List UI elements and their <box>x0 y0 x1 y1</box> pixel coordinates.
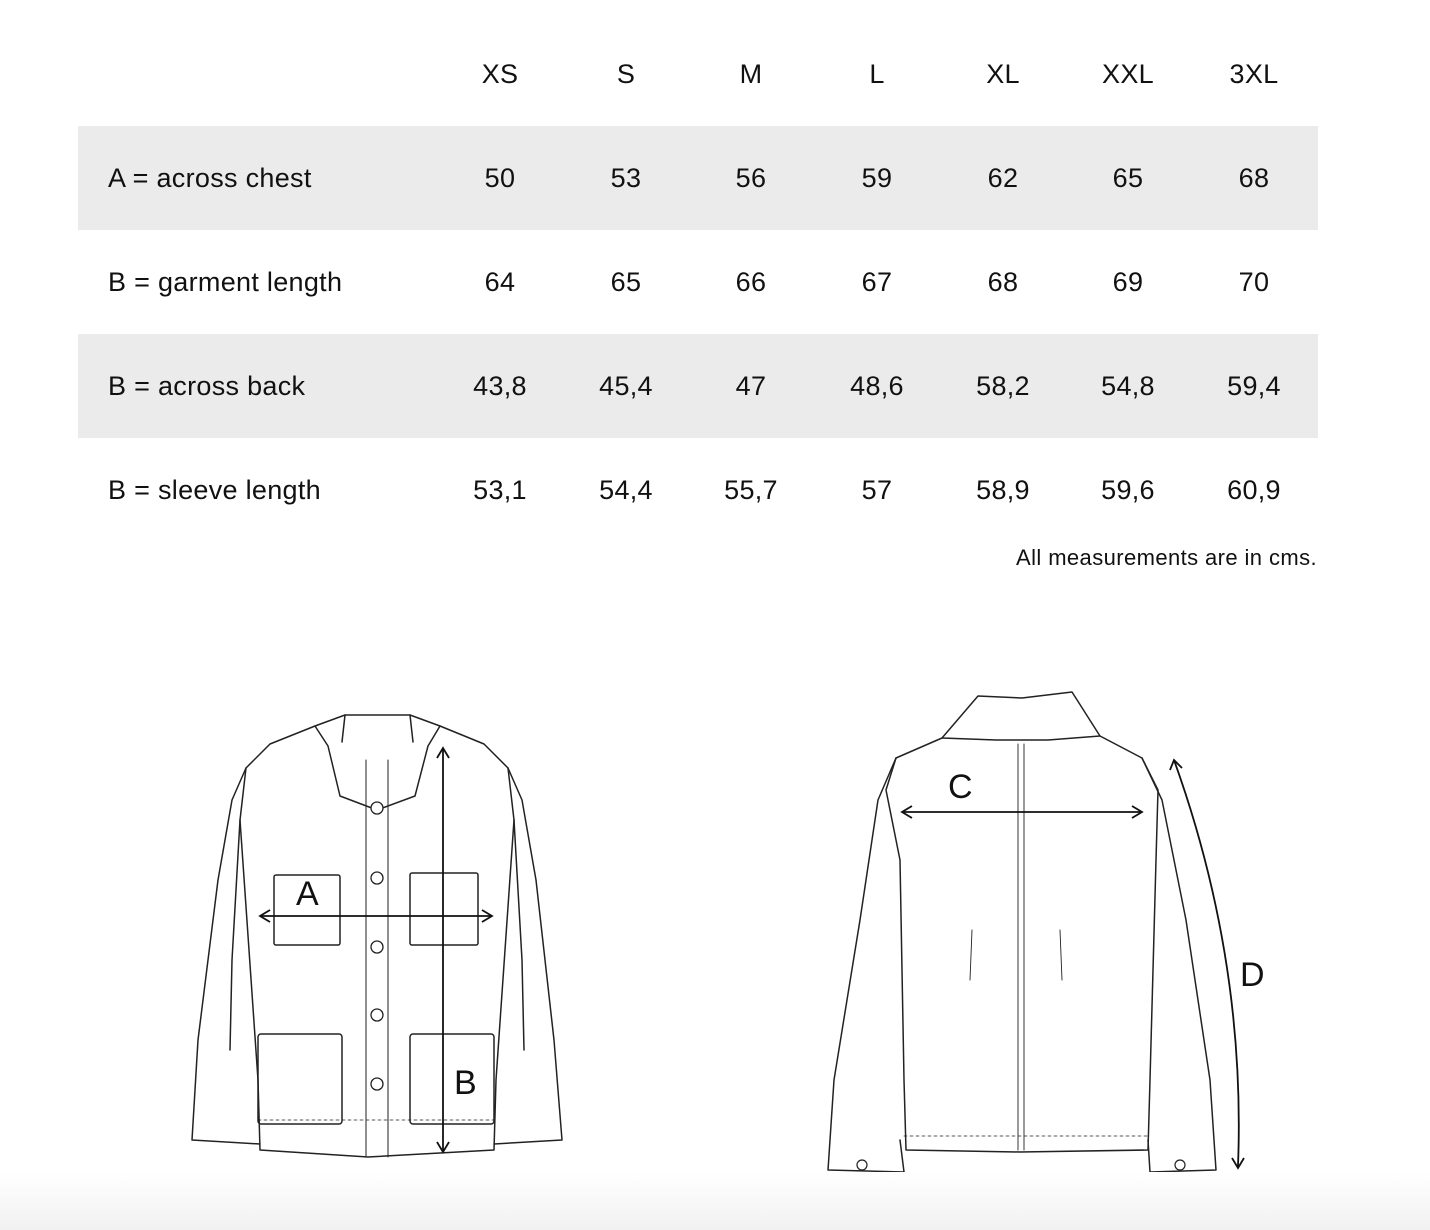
size-header-xl: XL <box>986 59 1020 89</box>
size-header-l: L <box>869 59 885 89</box>
table-cell: 54,4 <box>599 475 653 505</box>
marker-d: D <box>1240 956 1265 994</box>
table-cell: 66 <box>735 267 767 297</box>
table-cell: 59,6 <box>1101 475 1155 505</box>
size-header-row <box>78 22 1318 126</box>
measurement-row-garment-length <box>78 230 1318 334</box>
page-bottom-fade <box>0 1172 1430 1230</box>
table-cell: 56 <box>735 163 767 193</box>
table-cell: 68 <box>1238 163 1270 193</box>
table-cell: 70 <box>1238 267 1270 297</box>
table-cell: 64 <box>484 267 516 297</box>
table-cell: 59,4 <box>1227 371 1281 401</box>
table-cell: 55,7 <box>724 475 778 505</box>
row-label: B = garment length <box>108 267 343 297</box>
size-header-3xl: 3XL <box>1229 59 1279 89</box>
row-label: A = across chest <box>108 163 312 193</box>
table-cell: 53 <box>610 163 642 193</box>
measurement-row-across-back <box>78 334 1318 438</box>
measurement-row-sleeve-length <box>78 438 1318 542</box>
row-label: B = across back <box>108 371 306 401</box>
table-cell: 54,8 <box>1101 371 1155 401</box>
table-cell: 43,8 <box>473 371 527 401</box>
marker-b: B <box>454 1064 477 1102</box>
marker-a: A <box>296 875 319 913</box>
table-cell: 68 <box>987 267 1019 297</box>
size-header-s: S <box>616 59 636 89</box>
table-cell: 48,6 <box>850 371 904 401</box>
marker-c: C <box>948 768 973 806</box>
table-cell: 58,9 <box>976 475 1030 505</box>
size-chart-table <box>78 22 1318 542</box>
table-cell: 65 <box>610 267 642 297</box>
table-cell: 58,2 <box>976 371 1030 401</box>
table-cell: 59 <box>861 163 893 193</box>
measurement-unit-note: All measurements are in cms. <box>1016 545 1317 570</box>
size-header-xs: XS <box>481 59 519 89</box>
measurement-row-across-chest <box>78 126 1318 230</box>
size-header-xxl: XXL <box>1102 59 1154 89</box>
table-cell: 57 <box>861 475 893 505</box>
table-cell: 67 <box>861 267 893 297</box>
jacket-back-drawing <box>800 660 1280 1190</box>
jacket-front-drawing <box>170 660 580 1180</box>
row-label: B = sleeve length <box>108 475 321 505</box>
table-cell: 53,1 <box>473 475 527 505</box>
table-cell: 62 <box>987 163 1019 193</box>
table-cell: 60,9 <box>1227 475 1281 505</box>
table-cell: 47 <box>735 371 767 401</box>
size-header-m: M <box>739 59 763 89</box>
table-cell: 50 <box>484 163 516 193</box>
table-cell: 45,4 <box>599 371 653 401</box>
table-cell: 69 <box>1112 267 1144 297</box>
table-cell: 65 <box>1112 163 1144 193</box>
